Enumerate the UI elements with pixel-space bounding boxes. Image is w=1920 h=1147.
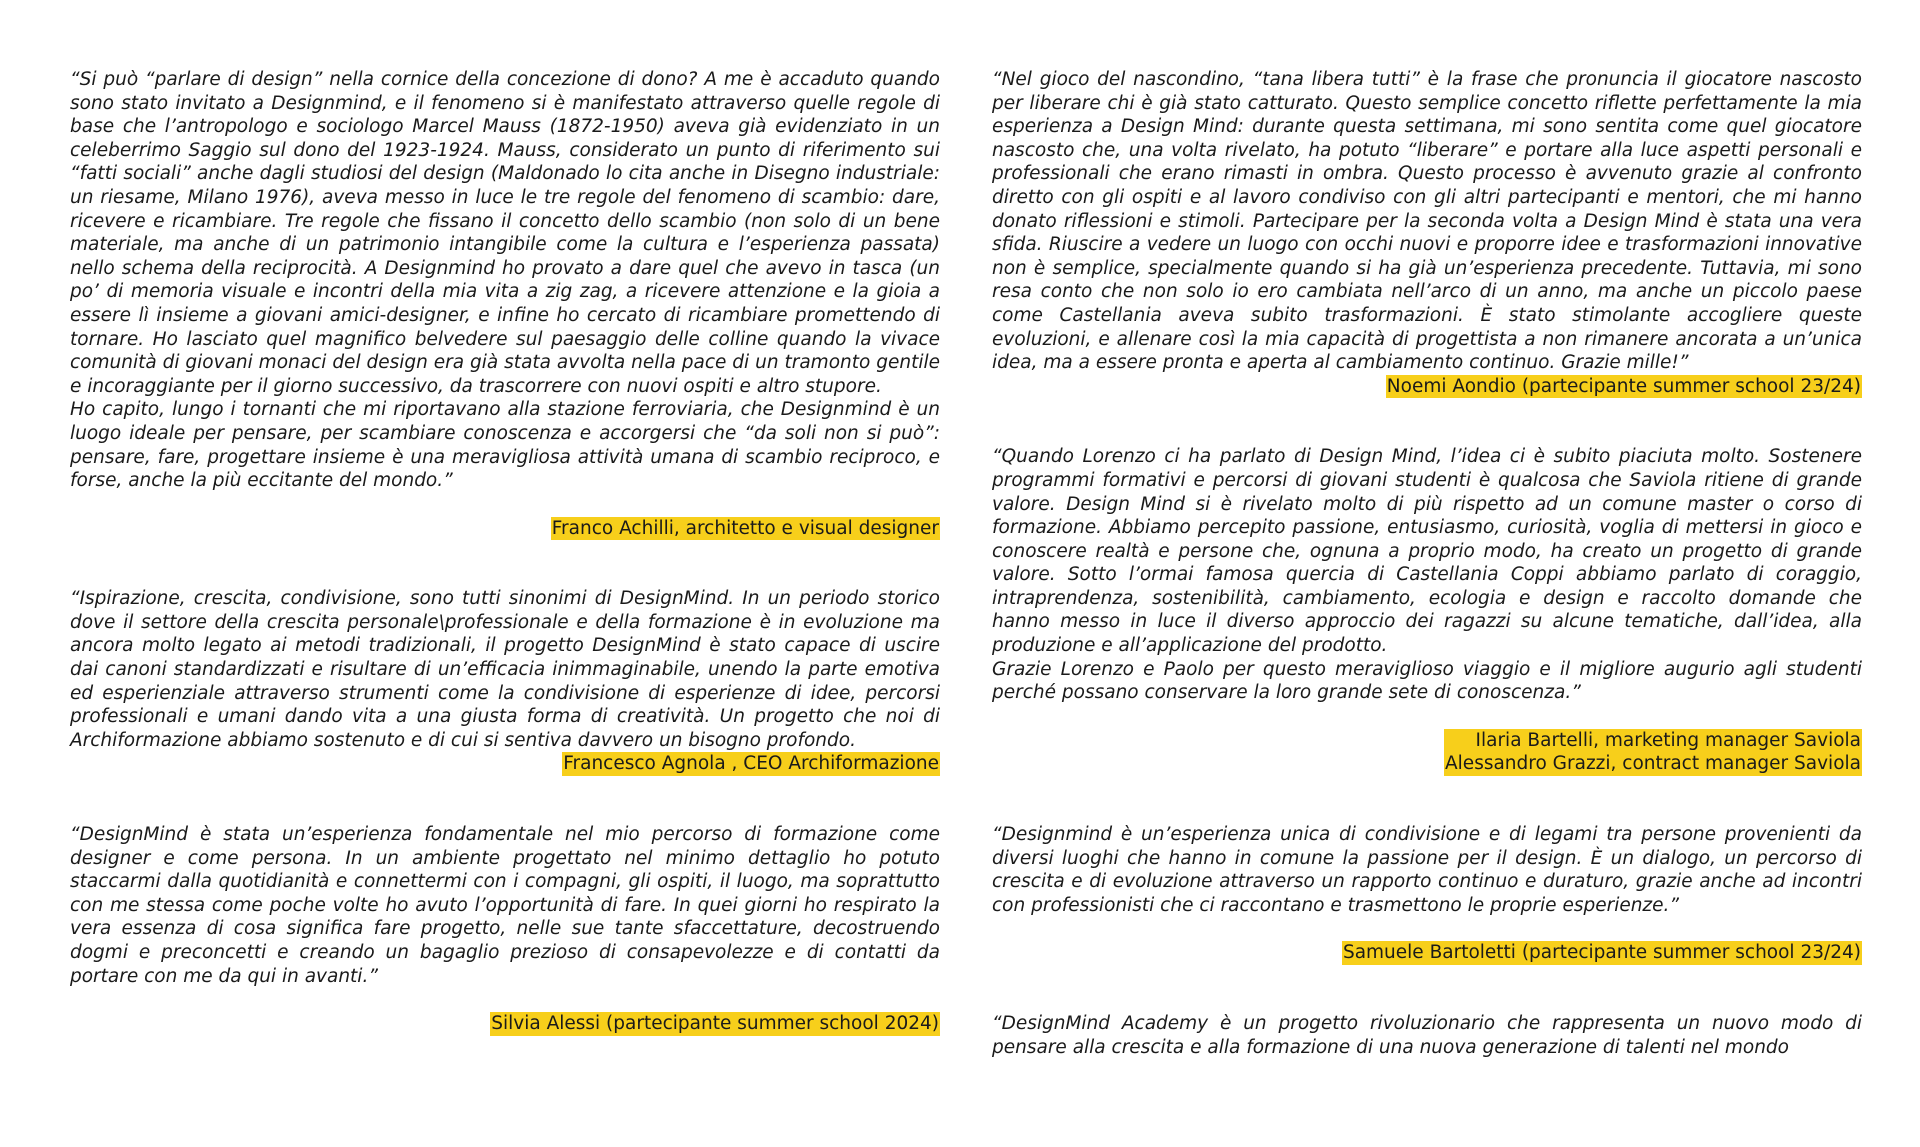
testimonial-quote: “Si può “parlare di design” nella cornice della concezione di dono? A me è accaduto quando sono stato invitato a Designmind, e il fenomeno si è manifestato attraverso quelle regole di base che l’antropologo e sociologo Marcel Mauss (1872-1950) aveva già evidenziato in un celeberrimo Saggio sul dono del 1923-1924. Mauss, considerato un punto di riferimento sui “fatti sociali” anche dagli studiosi del design (Maldonado lo cita anche in Disegno industriale: un riesame, Milano 1976), aveva messo in luce le tre regole del fenomeno di scambio: dare, ricevere e ricambiare. Tre regole che fissano il concetto dello scambio (non solo di un bene materiale, ma anche di un patrimonio intangibile come la cultura e l’esperienza passata) nello schema della reciprocità. A Designmind ho provato a dare quel che avevo in tasca (un po’ di memoria visuale e incontri della mia vita a zig zag, a ricevere attenzione e la gioia a essere lì insieme a giovani amici-designer, e infine ho cercato di ricambiare promettendo di tornare. Ho lasciato quel magnifico belvedere sul paesaggio delle colline quando la vivace comunità di giovani monaci del design era già stata avvolta nella pace di un tramonto gentile e incoraggiante per il giorno successivo, da trascorrere con nuovi ospiti e altro stupore. Ho capito, lungo i tornanti che mi riportavano alla stazione ferroviaria, che Designmind è un luogo ideale per pensare, per scambiare conoscenza e accorgersi che “da soli non si può”: pensare, fare, progettare insieme è una meravigliosa attività umana di scambio reciproco, e forse, anche la più eccitante del mondo.” [70, 69, 940, 492]
author-wrap [992, 375, 1862, 399]
testimonial-author: Silvia Alessi (partecipante summer school 2024) [491, 1013, 939, 1035]
testimonial-author: Francesco Agnola , CEO Archiformazione [563, 753, 939, 775]
testimonial-author: Ilaria Bartelli, marketing manager Saviola Alessandro Grazzi, contract manager Saviola [1445, 729, 1861, 775]
testimonial-author: Noemi Aondio (partecipante summer school 23/24) [1386, 375, 1861, 397]
author-wrap [992, 941, 1862, 965]
testimonial-quote: “Nel gioco del nascondino, “tana libera tutti” è la frase che pronuncia il giocatore nascosto per liberare chi è già stato catturato. Questo semplice concetto riflette perfettamente la mia esperienza a Design Mind: durante questa settimana, mi sono sentita come quel giocatore nascosto che, una volta rivelato, ha potuto “liberare” e portare alla luce aspetti personali e professionali che erano rimasti in ombra. Questo processo è avvenuto grazie al confronto diretto con gli ospiti e al lavoro condiviso con gli altri partecipanti e mentori, che mi hanno donato riflessioni e stimoli. Partecipare per la seconda volta a Design Mind è stata una vera sfida. Riuscire a vedere un luogo con occhi nuovi e proporre idee e trasformazioni innovative non è semplice, specialmente quando si ha già un’esperienza precedente. Tuttavia, mi sono resa conto che non solo io ero cambiata nell’arco di un anno, ma anche un piccolo paese come Castellania aveva subito trasformazioni. È stato stimolante accogliere queste evoluzioni, e allenare così la mia capacità di progettista a non rimanere ancorata a un’unica idea, ma a essere pronta e aperta al cambiamento continuo. Grazie mille!” [992, 69, 1862, 374]
testimonial-quote: “Quando Lorenzo ci ha parlato di Design Mind, l’idea ci è subito piaciuta molto. Sostenere programmi formativi e percorsi di giovani studenti è qualcosa che Saviola ritiene di grande valore. Design Mind si è rivelato molto di più rispetto ad un comune master o corso di formazione. Abbiamo percepito passione, entusiasmo, curiosità, voglia di mettersi in gioco e conoscere realtà e persone che, ognuna a proprio modo, ha creato un progetto di grande valore. Sotto l’ormai famosa quercia di Castellania Coppi abbiamo parlato di coraggio, intraprendenza, sostenibilità, cambiamento, ecologia e design e raccolto domande che hanno messo in luce il diverso approccio dei ragazzi su alcune tematiche, dall’idea, alla produzione e all’applicazione del prodotto. Grazie Lorenzo e Paolo per questo meraviglioso viaggio e il migliore augurio agli studenti perché possano conservare la loro grande sete di conoscenza.” [992, 446, 1862, 704]
testimonial-quote: “Designmind è un’esperienza unica di condivisione e di legami tra persone provenienti da diversi luoghi che hanno in comune la passione per il design. È un dialogo, un percorso di crescita e di evoluzione attraverso un rapporto continuo e duraturo, grazie anche ad incontri con professionisti che ci raccontano e trasmettono le proprie esperienze.” [992, 824, 1862, 916]
testimonial-quote: “DesignMind è stata un’esperienza fondamentale nel mio percorso di formazione come designer e come persona. In un ambiente progettato nel minimo dettaglio ho potuto staccarmi dalla quotidianità e connettermi con i compagni, gli ospiti, il luogo, ma soprattutto con me stessa come poche volte ho avuto l’opportunità di fare. In quei giorni ho respirato la vera essenza di cosa significa fare progetto, nelle sue tante sfaccettature, decostruendo dogmi e preconcetti e creando un bagaglio prezioso di consapevolezze e di contatti da portare con me da qui in avanti.” [70, 824, 940, 987]
author-wrap [70, 1012, 940, 1036]
testimonial-quote: “DesignMind Academy è un progetto rivoluzionario che rappresenta un nuovo modo di pensare alla crescita e alla formazione di una nuova generazione di talenti nel mondo [992, 1013, 1862, 1058]
author-wrap [70, 752, 940, 776]
testimonial-quote: “Ispirazione, crescita, condivisione, sono tutti sinonimi di DesignMind. In un periodo storico dove il settore della crescita personale\professionale e della formazione è in evoluzione ma ancora molto legato ai metodi tradizionali, il progetto DesignMind è stato capace di uscire dai canoni standardizzati e risultare di un’efficacia inimmaginabile, unendo la parte emotiva ed esperienziale attraverso strumenti come la condivisione di esperienze di idee, percorsi professionali e umani dando vita a una giusta forma di creatività. Un progetto che noi di Archiformazione abbiamo sostenuto e di cui si sentiva davvero un bisogno profondo. [70, 588, 940, 751]
right-column [992, 68, 1862, 1059]
testimonial-author: Franco Achilli, architetto e visual designer [551, 517, 939, 539]
author-wrap [70, 517, 940, 541]
left-column [70, 68, 940, 1036]
author-wrap [992, 729, 1862, 776]
testimonial-author: Samuele Bartoletti (partecipante summer school 23/24) [1342, 942, 1861, 964]
